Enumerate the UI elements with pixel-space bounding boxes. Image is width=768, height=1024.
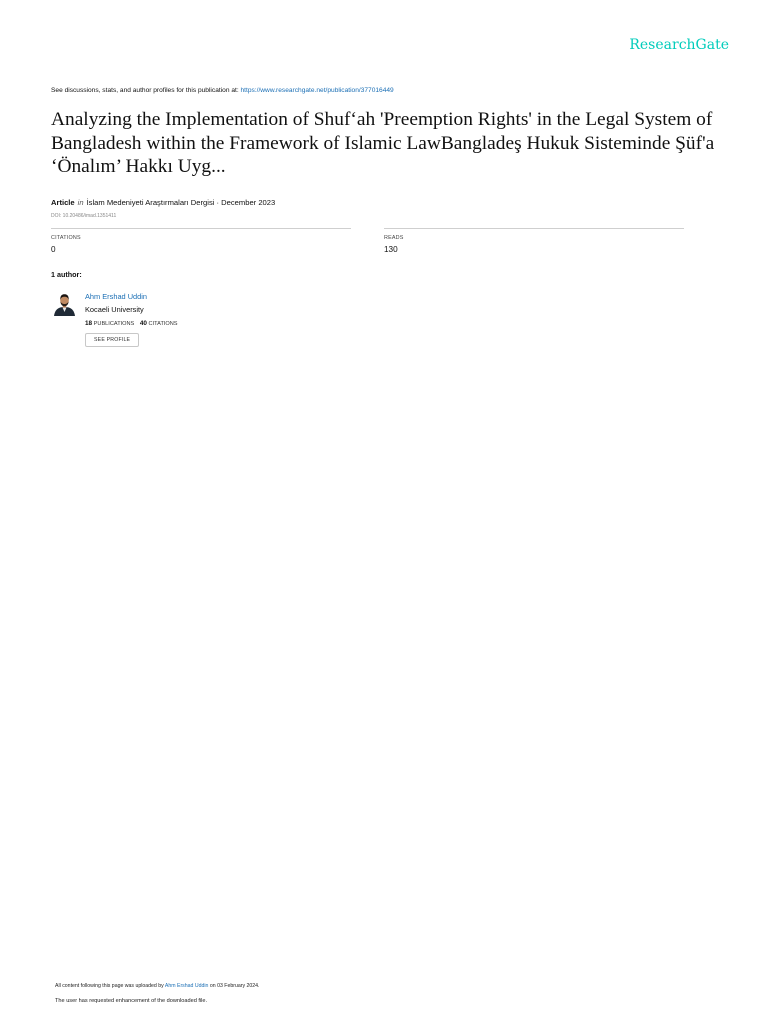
citations-label: CITATIONS <box>51 235 81 241</box>
discussion-text: See discussions, stats, and author profiles for this publication at: <box>51 87 241 94</box>
upload-note <box>55 983 259 989</box>
reads-value: 130 <box>384 245 398 254</box>
publication-url-link[interactable]: https://www.researchgate.net/publication/377016449 <box>240 87 394 94</box>
author-name-link[interactable]: Ahm Ershad Uddin <box>85 292 148 301</box>
venue-date: İslam Medeniyeti Araştırmaları Dergisi · December 2023 <box>86 198 276 207</box>
researchgate-logo[interactable]: ResearchGate <box>629 37 729 53</box>
reads-label: READS <box>384 235 404 241</box>
author-institution: Kocaeli University <box>85 305 144 314</box>
see-profile-button[interactable]: SEE PROFILE <box>85 333 139 347</box>
publication-meta <box>51 198 275 207</box>
publication-type: Article <box>51 198 75 207</box>
author-stats <box>85 320 178 327</box>
upload-prefix: All content following this page was uploaded by <box>55 983 165 989</box>
publication-discussion-line <box>51 87 394 94</box>
author-avatar[interactable] <box>52 291 77 316</box>
author-citations-label: CITATIONS <box>148 321 178 327</box>
author-count: 1 author: <box>51 270 82 279</box>
uploader-link[interactable]: Ahm Ershad Uddin <box>164 983 209 989</box>
author-citations-count: 40 <box>139 320 147 327</box>
in-label: in <box>77 198 84 207</box>
author-publications-count: 18 <box>85 320 93 327</box>
publication-title: Analyzing the Implementation of Shuf‘ah 'Preemption Rights' in the Legal System of Bangladesh within the Framework of Islamic LawBangladeş Hukuk Sisteminde Şüf'a ‘Önalım’ Hakkı Uyg... <box>51 109 715 177</box>
author-publications-label: PUBLICATIONS <box>93 321 135 327</box>
enhancement-note: The user has requested enhancement of the downloaded file. <box>55 998 208 1004</box>
citations-stat <box>51 228 351 254</box>
citations-value: 0 <box>51 245 56 254</box>
reads-stat <box>384 228 684 254</box>
upload-suffix: on 03 February 2024. <box>208 983 260 989</box>
author-card <box>85 292 178 347</box>
publication-doi: DOI: 10.20486/imad.1351411 <box>51 213 117 219</box>
